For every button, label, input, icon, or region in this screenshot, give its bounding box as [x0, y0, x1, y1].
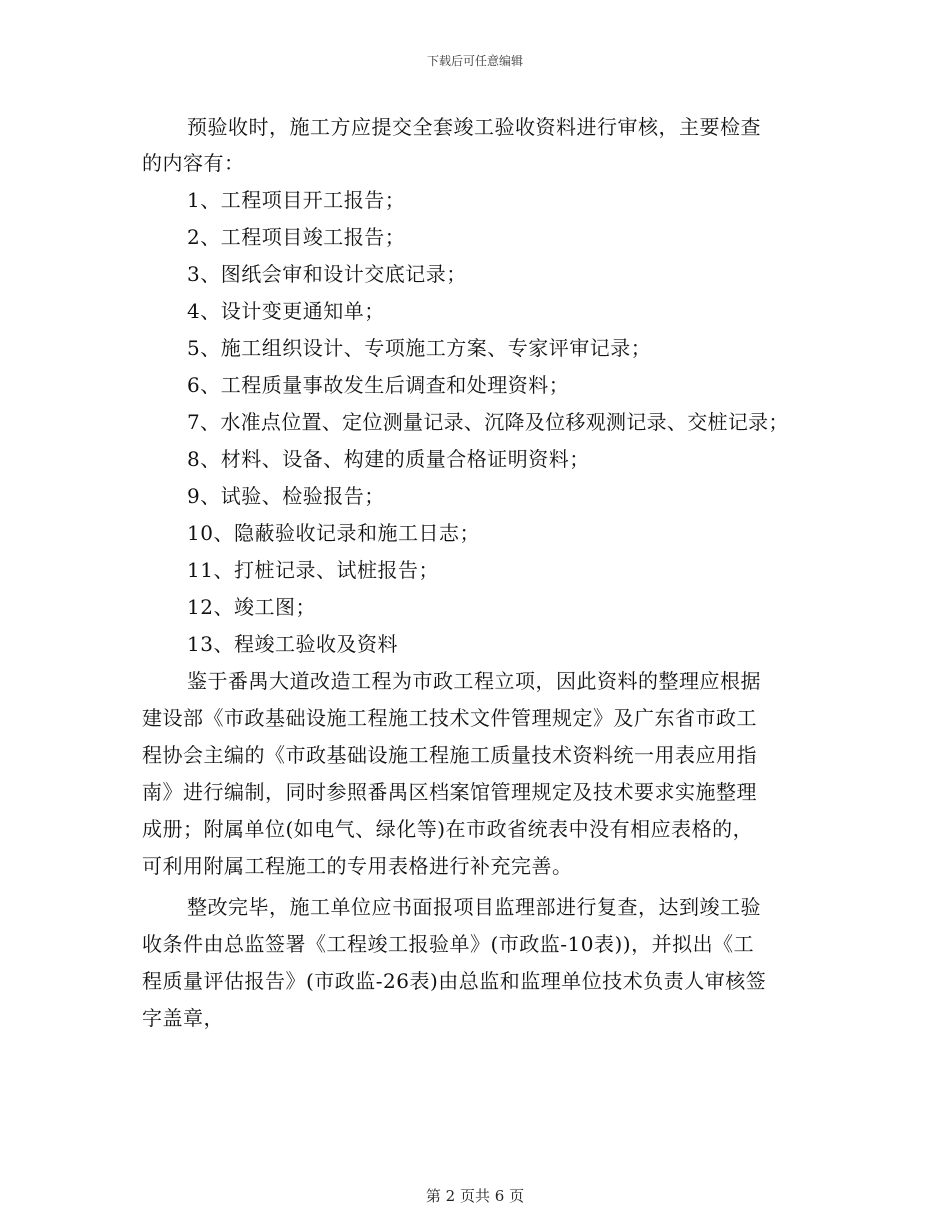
list-item: 12、竣工图；	[187, 595, 316, 619]
paragraph-line: 整改完毕，施工单位应书面报项目监理部进行复查，达到竣工验	[187, 895, 761, 919]
paragraph-line: 成册；附属单位(如电气、绿化等)在市政省统表中没有相应表格的，	[142, 817, 754, 841]
intro-line: 的内容有：	[142, 151, 245, 175]
paragraph-line: 可利用附属工程施工的专用表格进行补充完善。	[142, 854, 573, 878]
intro-line: 预验收时，施工方应提交全套竣工验收资料进行审核，主要检查	[187, 115, 761, 139]
list-item: 10、隐蔽验收记录和施工日志；	[187, 521, 480, 545]
list-item: 9、试验、检验报告；	[187, 484, 385, 508]
page-header: 下载后可任意编辑	[426, 54, 523, 68]
list-item: 13、程竣工验收及资料	[187, 632, 398, 656]
list-item: 1、工程项目开工报告；	[187, 188, 406, 212]
list-item: 3、图纸会审和设计交底记录；	[187, 262, 467, 286]
paragraph-line: 收条件由总监签署《工程竣工报验单》(市政监-10表))，并拟出《工	[142, 932, 755, 956]
list-item: 2、工程项目竣工报告；	[187, 225, 406, 249]
paragraph-line: 鉴于番禺大道改造工程为市政工程立项，因此资料的整理应根据	[187, 669, 761, 693]
paragraph-line: 程质量评估报告》(市政监-26表)由总监和监理单位技术负责人审核签	[142, 969, 767, 993]
list-item: 6、工程质量事故发生后调查和处理资料；	[187, 373, 570, 397]
list-item: 4、设计变更通知单；	[187, 299, 385, 323]
paragraph-line: 字盖章，	[142, 1006, 224, 1030]
page-footer: 第 2 页共 6 页	[425, 1187, 525, 1205]
paragraph-line: 程协会主编的《市政基础设施工程施工质量技术资料统一用表应用指	[142, 743, 757, 767]
paragraph-line: 建设部《市政基础设施工程施工技术文件管理规定》及广东省市政工	[142, 706, 757, 730]
list-item: 11、打桩记录、试桩报告；	[187, 558, 439, 582]
paragraph-line: 南》进行编制，同时参照番禺区档案馆管理规定及技术要求实施整理	[142, 780, 757, 804]
list-item: 5、施工组织设计、专项施工方案、专家评审记录；	[187, 336, 652, 360]
list-item: 7、水准点位置、定位测量记录、沉降及位移观测记录、交桩记录；	[187, 410, 789, 434]
list-item: 8、材料、设备、构建的质量合格证明资料；	[187, 447, 590, 471]
